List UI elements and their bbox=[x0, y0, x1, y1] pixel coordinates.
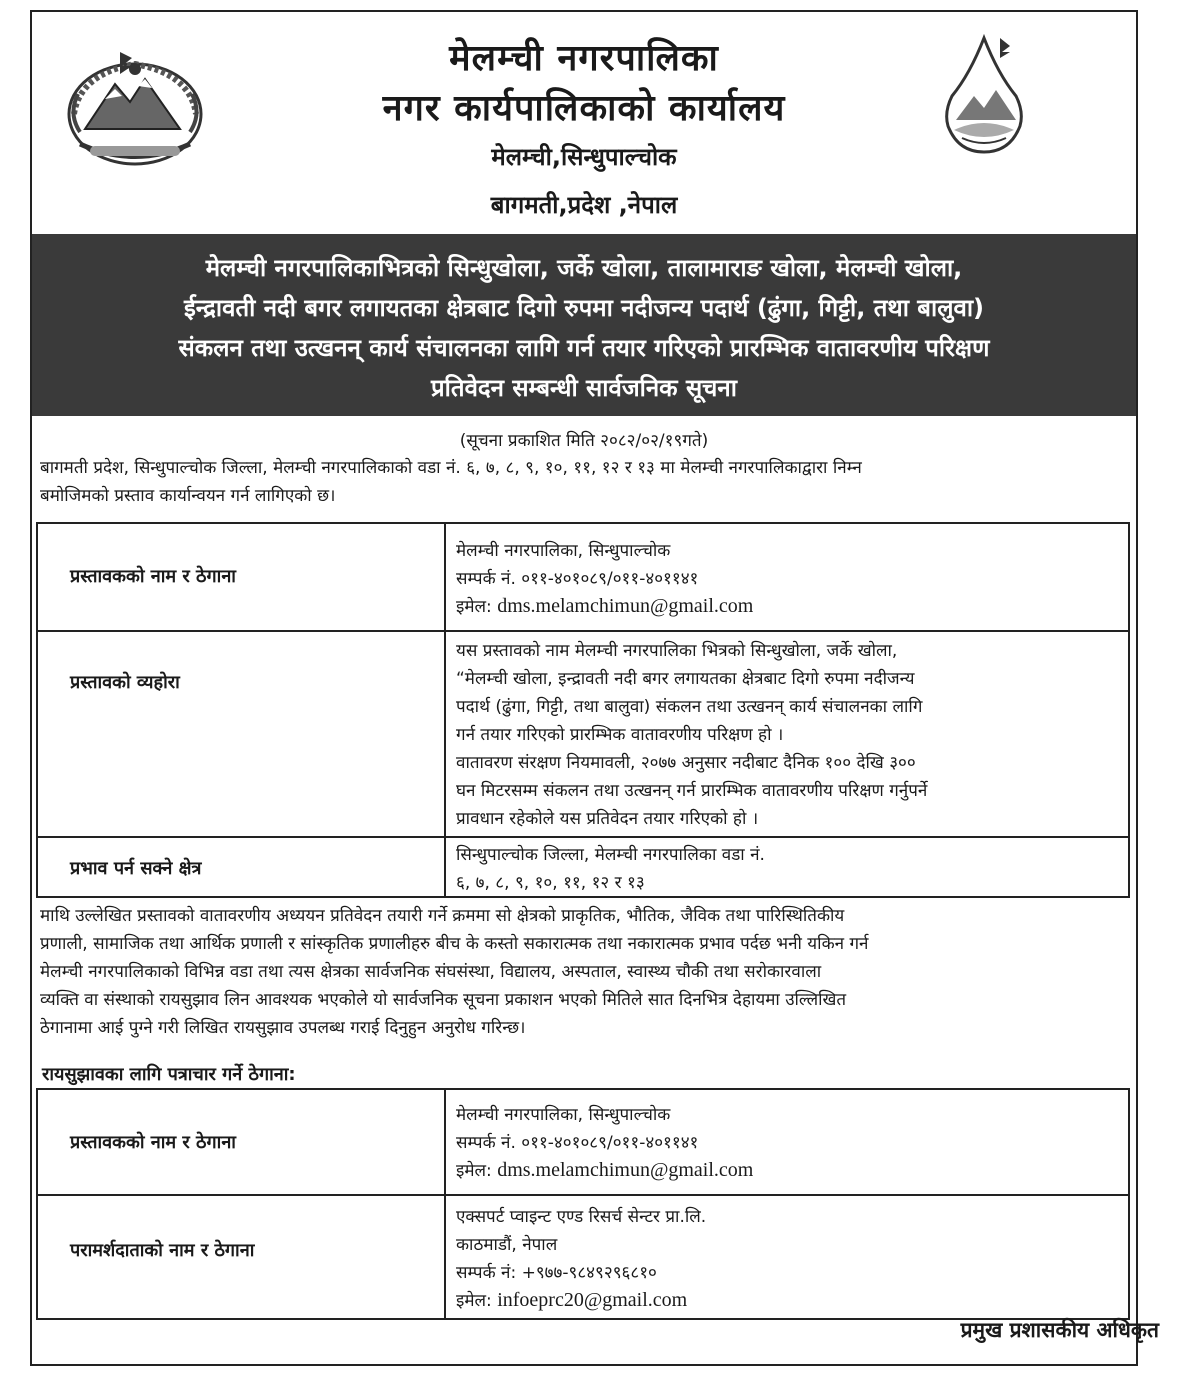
table-row bbox=[38, 524, 1128, 630]
intro-line: बागमती प्रदेश, सिन्धुपाल्चोक जिल्ला, मेलम्ची नगरपालिकाको वडा नं. ६, ७, ८, ९, १०, ११, १२ र १३ मा मेलम्ची नगरपालिकाद्वारा निम्न bbox=[40, 458, 862, 478]
email-prefix: इमेल: bbox=[456, 1291, 492, 1311]
signature: प्रमुख प्रशासकीय अधिकृत bbox=[960, 1318, 1159, 1342]
email-prefix: इमेल: bbox=[456, 597, 492, 617]
contact-table bbox=[36, 1088, 1130, 1320]
row-label: प्रस्तावको व्यहोरा bbox=[70, 672, 180, 693]
body-paragraph bbox=[40, 902, 1130, 1042]
row-label: प्रस्तावकको नाम र ठेगाना bbox=[70, 566, 236, 587]
description-line: घन मिटरसम्म संकलन तथा उत्खनन् गर्न प्रारम्भिक वातावरणीय परिक्षण गर्नुपर्ने bbox=[456, 781, 928, 801]
header-title-line2: नगर कार्यपालिकाको कार्यालय bbox=[382, 88, 786, 129]
description-line: पदार्थ (ढुंगा, गिट्टी, तथा बालुवा) संकलन तथा उत्खनन् कार्य संचालनका लागि bbox=[456, 697, 923, 717]
proposer-name: मेलम्ची नगरपालिका, सिन्धुपाल्चोक bbox=[456, 541, 671, 561]
proposer-contact: सम्पर्क नं. ०११-४०१०८९/०११-४०११४१ bbox=[456, 569, 699, 589]
notice-title-banner bbox=[32, 234, 1136, 416]
body-line: व्यक्ति वा संस्थाको रायसुझाव लिन आवश्यक भएकोले यो सार्वजनिक सूचना प्रकाशन भएको मितिले सात दिनभित्र देहायमा उल्लिखित bbox=[40, 990, 847, 1010]
description-line: गर्न तयार गरिएको प्रारम्भिक वातावरणीय परिक्षण हो । bbox=[456, 725, 784, 745]
proposer-contact: सम्पर्क नं. ०११-४०१०८९/०११-४०११४१ bbox=[456, 1133, 699, 1153]
affected-area-line: ६, ७, ८, ९, १०, ११, १२ र १३ bbox=[456, 873, 645, 893]
consultant-name: एक्सपर्ट प्वाइन्ट एण्ड रिसर्च सेन्टर प्रा.लि. bbox=[456, 1207, 707, 1227]
proposal-table bbox=[36, 522, 1130, 898]
description-line: प्रावधान रहेकोले यस प्रतिवेदन तयार गरिएको हो । bbox=[456, 809, 759, 829]
row-label: प्रस्तावकको नाम र ठेगाना bbox=[70, 1132, 236, 1153]
publication-date: (सूचना प्रकाशित मिति २०८२/०२/१९गते) bbox=[459, 431, 709, 451]
table-row bbox=[38, 630, 1128, 836]
banner-line: ईन्द्रावती नदी बगर लगायतका क्षेत्रबाट दिगो रुपमा नदीजन्य पदार्थ (ढुंगा, गिट्टी, तथा बालुवा) bbox=[183, 294, 985, 322]
banner-line: मेलम्ची नगरपालिकाभित्रको सिन्धुखोला, जर्के खोला, तालामाराङ खोला, मेलम्ची खोला, bbox=[205, 254, 963, 282]
row-label: परामर्शदाताको नाम र ठेगाना bbox=[70, 1240, 255, 1261]
proposer-email: dms.melamchimun@gmail.com bbox=[497, 1159, 754, 1181]
banner-line: संकलन तथा उत्खनन् कार्य संचालनका लागि गर्न तयार गरिएको प्रारम्भिक वातावरणीय परिक्षण bbox=[178, 334, 990, 362]
header-title-line1: मेलम्ची नगरपालिका bbox=[449, 38, 719, 79]
proposer-email: dms.melamchimun@gmail.com bbox=[497, 595, 754, 617]
body-line: माथि उल्लेखित प्रस्तावको वातावरणीय अध्ययन प्रतिवेदन तयारी गर्ने क्रममा सो क्षेत्रको प्राकृतिक, भौतिक, जैविक तथा पारिस्थितिकीय bbox=[40, 906, 845, 926]
notice-frame bbox=[30, 10, 1138, 1366]
header-location-line2: बागमती,प्रदेश ,नेपाल bbox=[490, 191, 678, 219]
table-row bbox=[38, 836, 1128, 896]
banner-line: प्रतिवेदन सम्बन्धी सार्वजनिक सूचना bbox=[431, 374, 737, 402]
consultant-location: काठमाडौं, नेपाल bbox=[456, 1235, 558, 1255]
consultant-contact: सम्पर्क नं: +९७७-९८४९२९६८१० bbox=[456, 1263, 657, 1283]
description-line: “मेलम्ची खोला, इन्द्रावती नदी बगर लगायतका क्षेत्रबाट दिगो रुपमा नदीजन्य bbox=[456, 669, 915, 689]
body-line: ठेगानामा आई पुग्ने गरी लिखित रायसुझाव उपलब्ध गराई दिनुहुन अनुरोध गरिन्छ। bbox=[40, 1018, 526, 1038]
header bbox=[32, 12, 1136, 234]
description-line: यस प्रस्तावको नाम मेलम्ची नगरपालिका भित्रको सिन्धुखोला, जर्के खोला, bbox=[456, 641, 898, 661]
table-row bbox=[38, 1090, 1128, 1194]
address-heading: रायसुझावका लागि पत्राचार गर्ने ठेगाना: bbox=[42, 1064, 296, 1085]
body-line: मेलम्ची नगरपालिकाको विभिन्न वडा तथा त्यस क्षेत्रका सार्वजनिक संघसंस्था, विद्यालय, अस्पताल, स्वास्थ्य चौकी तथा सरोकारवाला bbox=[40, 962, 822, 982]
body-line: प्रणाली, सामाजिक तथा आर्थिक प्रणाली र सांस्कृतिक प्रणालीहरु बीच के कस्तो सकारात्मक तथा नकारात्मक प्रभाव पर्दछ भनी यकिन गर्न bbox=[40, 934, 869, 954]
consultant-email: infoeprc20@gmail.com bbox=[497, 1289, 688, 1311]
intro-paragraph bbox=[40, 454, 1130, 510]
table-row bbox=[38, 1194, 1128, 1318]
intro-line: बमोजिमको प्रस्ताव कार्यान्वयन गर्न लागिएको छ। bbox=[40, 486, 336, 506]
proposer-name: मेलम्ची नगरपालिका, सिन्धुपाल्चोक bbox=[456, 1105, 671, 1125]
header-location-line1: मेलम्ची,सिन्धुपाल्चोक bbox=[491, 143, 677, 171]
email-prefix: इमेल: bbox=[456, 1161, 492, 1181]
description-line: वातावरण संरक्षण नियमावली, २०७७ अनुसार नदीबाट दैनिक १०० देखि ३०० bbox=[456, 753, 916, 773]
affected-area-line: सिन्धुपाल्चोक जिल्ला, मेलम्ची नगरपालिका वडा नं. bbox=[456, 845, 765, 865]
row-label: प्रभाव पर्न सक्ने क्षेत्र bbox=[70, 858, 202, 879]
